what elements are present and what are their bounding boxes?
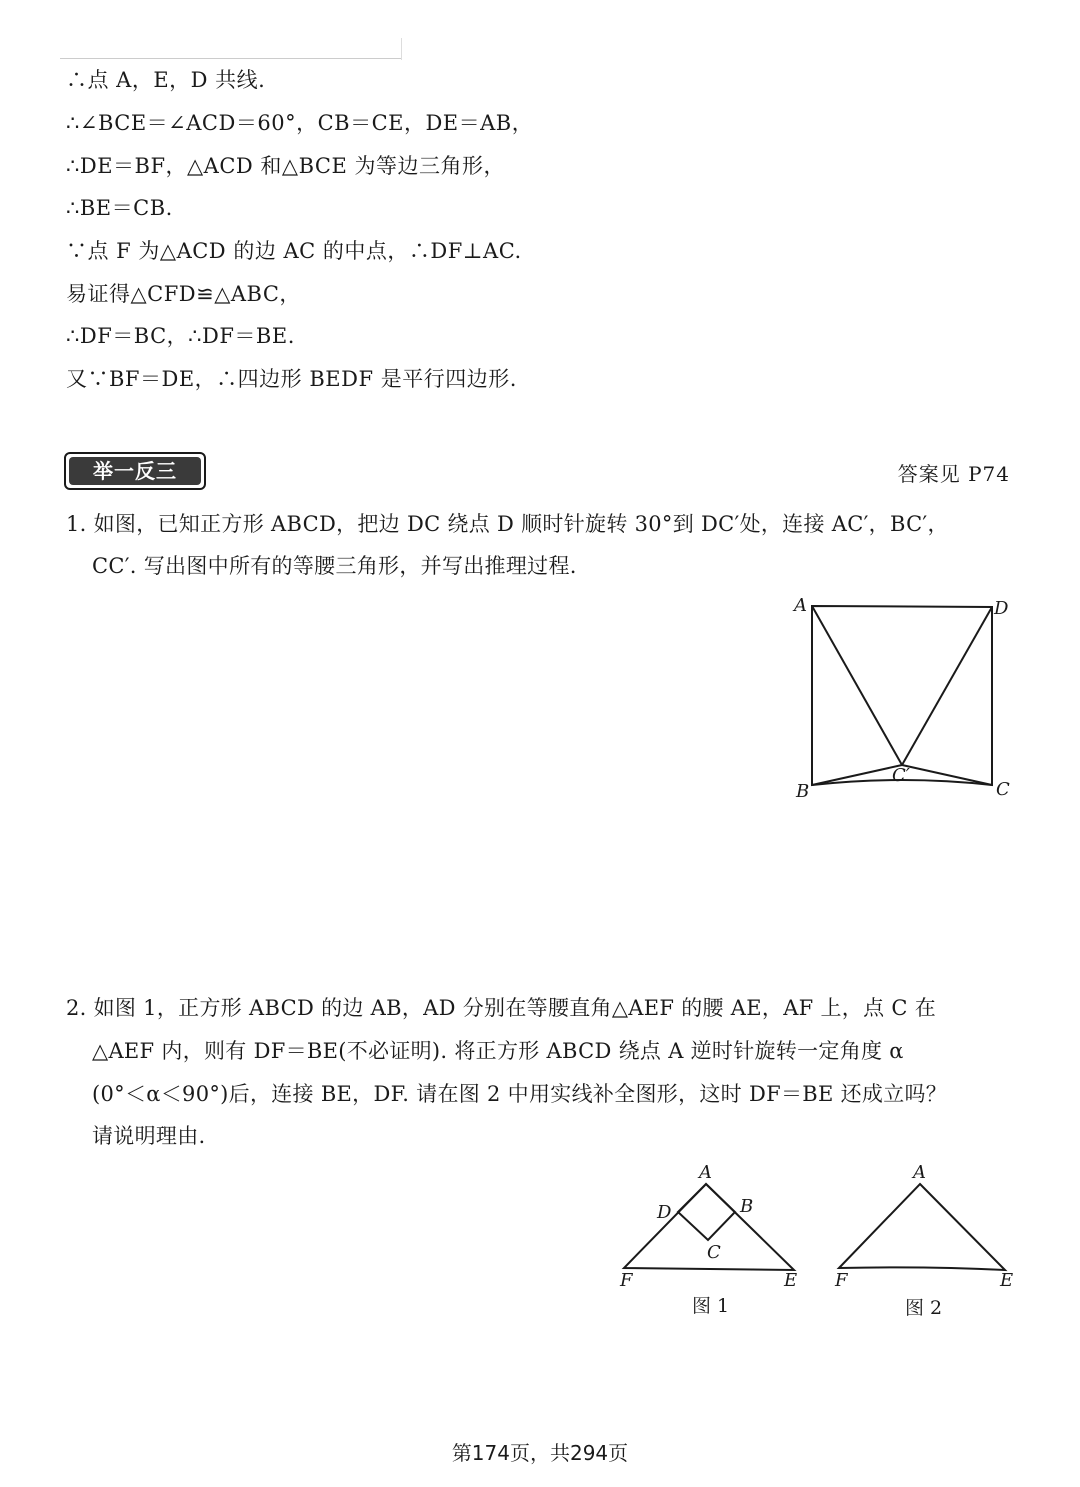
proof-line: ∴点 A，E，D 共线. bbox=[66, 68, 266, 92]
vertex-label-C-prime: C′ bbox=[892, 765, 910, 786]
vertex-label-C: C bbox=[996, 779, 1010, 800]
problem2-text: △AEF 内，则有 DF＝BE(不必证明). 将正方形 ABCD 绕点 A 逆时针旋转一定角度 α bbox=[92, 1039, 904, 1063]
figure2-caption: 图 2 bbox=[905, 1297, 943, 1319]
vertex-label-C: C bbox=[707, 1242, 721, 1263]
figure1-caption: 图 1 bbox=[692, 1295, 730, 1317]
vertex-label-E: E bbox=[1000, 1270, 1014, 1290]
problem2-text: (0°＜α＜90°)后，连接 BE，DF. 请在图 2 中用实线补全图形，这时 DF＝BE 还成立吗？ bbox=[92, 1082, 948, 1106]
section-badge bbox=[64, 452, 206, 490]
problem1-figure bbox=[780, 585, 1030, 810]
vertex-label-B: B bbox=[796, 781, 810, 802]
top-rule bbox=[60, 58, 402, 59]
page-footer: 第174页，共294页 bbox=[451, 1441, 629, 1465]
proof-line: 又∵BF＝DE，∴四边形 BEDF 是平行四边形. bbox=[66, 367, 517, 391]
problem1-text: CC′. 写出图中所有的等腰三角形，并写出推理过程. bbox=[92, 554, 577, 578]
proof-line: ∴DF＝BC，∴DF＝BE. bbox=[66, 324, 295, 348]
vertex-label-D: D bbox=[994, 598, 1009, 619]
proof-line: ∴BE＝CB. bbox=[66, 196, 173, 220]
vertex-label-A: A bbox=[794, 595, 807, 616]
vertex-label-A: A bbox=[699, 1162, 712, 1183]
section-badge-label: 举一反三 bbox=[69, 457, 201, 485]
problem1-text: 1. 如图，已知正方形 ABCD，把边 DC 绕点 D 顺时针旋转 30°到 DC′处，连接 AC′，BC′， bbox=[66, 512, 949, 536]
problem2-text: 2. 如图 1，正方形 ABCD 的边 AB，AD 分别在等腰直角△AEF 的腰 AE，AF 上，点 C 在 bbox=[66, 996, 937, 1020]
proof-line: ∴DE＝BF，△ACD 和△BCE 为等边三角形， bbox=[66, 154, 505, 178]
problem2-figure1 bbox=[610, 1160, 810, 1290]
proof-line: ∵点 F 为△ACD 的边 AC 的中点，∴DF⊥AC. bbox=[66, 239, 522, 263]
problem2-text: 请说明理由. bbox=[92, 1124, 206, 1148]
vertex-label-B: B bbox=[740, 1196, 754, 1217]
vertex-label-E: E bbox=[784, 1270, 798, 1290]
proof-line: ∴∠BCE＝∠ACD＝60°，CB＝CE，DE＝AB， bbox=[66, 111, 534, 135]
problem2-figure2 bbox=[825, 1160, 1030, 1290]
answer-reference: 答案见 P74 bbox=[897, 462, 1010, 486]
vertex-label-F: F bbox=[620, 1270, 633, 1290]
vertex-label-D: D bbox=[657, 1202, 672, 1223]
vertex-label-A: A bbox=[913, 1162, 926, 1183]
proof-line: 易证得△CFD≌△ABC， bbox=[66, 282, 301, 306]
top-rule-corner bbox=[401, 38, 402, 60]
vertex-label-F: F bbox=[835, 1270, 848, 1290]
